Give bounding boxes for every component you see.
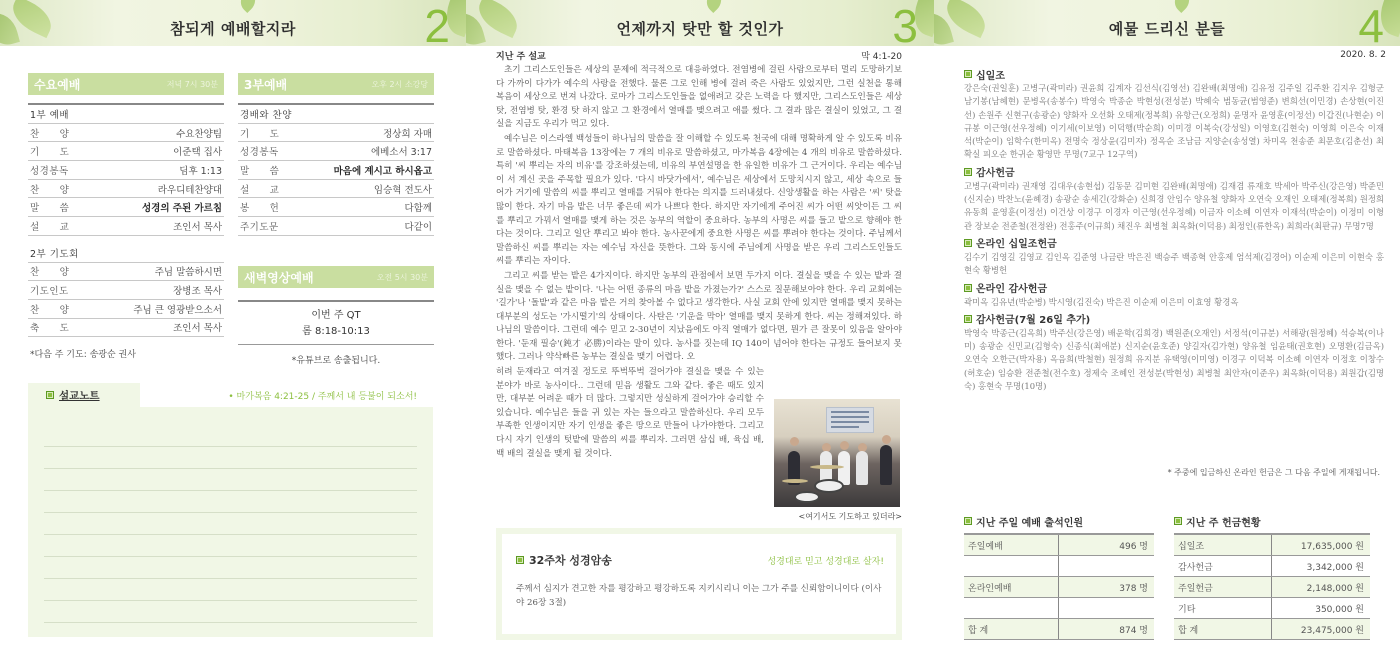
order-row: 찬 양 라우디테찬양대: [28, 180, 224, 199]
qt-label: 이번 주 QT: [311, 310, 361, 321]
sermon-paragraph: 그리고 씨를 받는 밭은 4가지이다. 하지만 농부의 관점에서 보면 두가지 이다. 결실을 맺을 수 있는 밭과 결실을 맺을 수 없는 밭이다. '나는 어떤 종류의 마음 밭을 가졌는가?' 스스로 질문해보아야 한다. 우리 교회에는 '길가'나 '돌밭'과 같은 마음 밭은 거의 찾아볼 수 없다고 생각한다. 사실 교회 안에 있지만 열매를 맺지 못하는 대부분의 성도는 '가시떨기'의 상태이다. 사탄은 '기운을 막아' 열매를 맺지 못하게 한다. 씨는 정해져있다. 하나님의 말씀이다. 그런데 예수 믿고 2-30년이 지났음에도 아직 열매가 없다면, 뭔가 큰 잘못이 있음을 알아야 한다. '둔재 필승'(鈍才 必勝)이라는 말이 있다. 농사를 짓는데 IQ 140이 넘어야 한다는 규정도 들어보지 못했다. 그러나 약삭빠른 농부는 결실을 맺기 어렵다. 오: [496, 270, 902, 363]
green-square-bullet-icon: [1174, 517, 1182, 525]
wednesday-service: [28, 73, 224, 360]
leaf-banner: [934, 0, 1400, 46]
order-row: 주기도문 다같이: [238, 217, 434, 236]
sermon-paragraph: 히려 둔재라고 여겨질 정도로 뚜벅뚜벅 걸어가야 결실을 맺을 수 있는 분야가 바로 농사이다.. 그런데 믿음 생활도 그와 같다. 좋은 때도 있지만, 대부분 어려운 때가 더 많다. 그렇지만 성실하게 걸어가야 승리할 수 있습니다. 예수님은 들을 귀 있는 자는 들으라고 말씀하신다. 우리 모두 부족한 인생이지만 자기 인생을 좋은 땅으로 만들어 나가야한다. 그리고 다시 자기 인생의 텃밭에 말씀의 씨를 뿌리자. 그러면 삼십 배, 육십 배, 백 배의 결실을 맺게 될 것이다.: [496, 367, 764, 459]
scripture-reference: 막 4:1-20: [861, 52, 902, 62]
service-time: 오후 2시 소강당: [371, 79, 428, 89]
green-square-bullet-icon: [964, 284, 972, 292]
green-square-bullet-icon: [964, 239, 972, 247]
offering-total-row: 십일조 17,635,000 원: [1174, 535, 1370, 556]
photo-caption: <여기서도 기도하고 있더라>: [798, 512, 902, 521]
section-heading: 2부 기도회: [28, 244, 224, 263]
green-square-bullet-icon: [516, 556, 524, 564]
order-table: [28, 103, 224, 337]
leaf-banner: [466, 0, 934, 46]
attendance-row: 주일예배 496 명: [964, 535, 1154, 556]
page-worship-order: [0, 0, 466, 660]
service-name: 새벽영상예배: [244, 270, 314, 285]
section-title: 온라인 감사헌금: [976, 284, 1048, 296]
attendance-total-row: 합 계 874 명: [964, 619, 1154, 640]
donor-names: 김수기 김영길 김영교 김인옥 김준영 나금란 박은진 백승주 백종혁 안홍제 엄석제(김경어) 이순제 이은미 이현숙 홍현숙 황병헌: [964, 251, 1384, 276]
service-name: 수요예배: [34, 77, 81, 92]
sermon-paragraph: 초기 그리스도인들은 세상의 문제에 적극적으로 대응하였다. 전염병에 걸린 사람으로부터 멀리 도망하기보다 가까이 다가가 예수의 사랑을 전했다. 물론 그로 인해 병에 걸려 죽은 사람도 있었지만, 그런 실천을 통해 복음이 세상으로 번져 나갔다. 로마가 그리스도인들을 없애려고 갖은 노력을 다 했지만, 그리스도인들은 세상 탓, 전염병 탓, 환경 탓 하지 않고 그 환경에서 열매를 맺으려고 애를 썼다. 그 결과 많은 결실이 있었고, 그 결실을 지금도 우리가 먹고 있다.: [496, 65, 902, 130]
order-row: 기도인도 장병조 목사: [28, 281, 224, 300]
memory-verse-text: 주께서 심지가 견고한 자를 평강하고 평강하도록 지키시리니 이는 그가 주를 신뢰함이니이다 (이사야 26장 3절): [516, 584, 882, 608]
qt-range: 롬 8:18-10:13: [302, 326, 370, 337]
offering-list: [964, 66, 1384, 395]
offering-section: [964, 280, 1384, 309]
sermon-notes-title: 설교노트: [59, 389, 100, 402]
dawn-service: [238, 266, 434, 366]
sermon-meta: [496, 49, 902, 62]
order-row: 봉 헌 다함께: [238, 198, 434, 217]
order-row: 기 도 정상희 자매: [238, 124, 434, 143]
attendance-row: [964, 598, 1154, 619]
memory-slogan: 성경대로 믿고 성경대로 살자!: [767, 556, 884, 567]
attendance-table: [964, 513, 1154, 640]
page-title: 예물 드리신 분들: [1108, 20, 1226, 38]
green-square-bullet-icon: [964, 315, 972, 323]
worship-band-photo: [774, 399, 900, 507]
page-number: 2: [424, 0, 450, 46]
leaf-icon: [236, 0, 260, 13]
order-table: [238, 103, 434, 236]
order-row: 기 도 이준택 집사: [28, 142, 224, 161]
green-square-bullet-icon: [964, 70, 972, 78]
page-title: 참되게 예배할지라: [170, 20, 296, 38]
page-offerings: [934, 0, 1400, 660]
section-title: 십일조: [976, 70, 1005, 82]
section-heading: 경배와 찬양: [238, 105, 434, 124]
service-time: 저녁 7시 30분: [166, 79, 218, 89]
qt-box: [238, 300, 434, 345]
projector-screen: [826, 407, 874, 433]
order-row: 찬 양 수요찬양팀: [28, 124, 224, 143]
offering-section: [964, 235, 1384, 278]
service-header: [238, 73, 434, 95]
green-square-bullet-icon: [964, 168, 972, 176]
offering-total-row: 주일헌금 2,148,000 원: [1174, 577, 1370, 598]
sermon-notes-header: [28, 383, 433, 407]
bulletin-date: 2020. 8. 2: [1340, 50, 1386, 60]
offering-section: [964, 66, 1384, 162]
section-title: 감사헌금: [976, 168, 1015, 180]
order-row: 축 도 조인서 목사: [28, 319, 224, 338]
page-number: 3: [892, 0, 918, 46]
sermon-notes-box[interactable]: [28, 385, 433, 637]
third-service: [238, 73, 434, 236]
section-heading: 1부 예배: [28, 105, 224, 124]
sermon-notes-reference: • 마가복음 4:21-25 / 주께서 내 등불이 되소서!: [228, 391, 417, 402]
donor-names: 곽미옥 김유년(박순병) 박시영(김진숙) 박은진 이순제 이은미 이효영 황경옥: [964, 296, 1239, 307]
offering-grand-total-row: 합 계 23,475,000 원: [1174, 619, 1370, 640]
green-square-bullet-icon: [46, 391, 54, 399]
attendance-row: [964, 556, 1154, 577]
sermon-paragraph: 예수님은 이스라엘 백성들이 하나님의 말씀을 잘 이해할 수 있도록 천국에 대해 명확하게 알 수 있도록 비유로 말씀하셨다. 마태복음 13장에는 7 개의 비유로 말씀하셨고, 마가복음 4장에는 4 개의 비유로 말씀하셨다. 특히 '씨 뿌리는 자의 비유'를 강조하셨는데, 비유의 부연설명을 한 유일한 비유가 그 근거이다. 우리는 예수님이 서 계신 곳을 주목할 필요가 있다. '다시 바닷가에서', 예수님은 세상에서 도망치시지 않고, 세상 속으로 들어가 거기에 말씀의 씨를 뿌리고 열매를 거둬야 한다는 의지를 드러내셨다. 신앙생활을 하는 사람은 '씨' 탓을 많이 한다. 자기 마음 밭은 너무 좋은데 씨가 나쁘다 한다. 하지만 자기에게 주어진 씨가 어떤 씨앗이든 그 씨를 뿌리고 가꿔서 열매를 맺게 하는 것은 농부의 역할이 중요하다. 농부의 사명은 씨를 들고 밭으로 향해야 한다는 것이다. 그리고 일단 뿌리고 봐야 한다. 농사꾼에게 중요한 사명은 씨를 뿌려야 한다는 것이다. 주님께서 말씀하신 씨를 뿌리는 자는 예수님 자신을 뜻한다. 그와 동시에 주님에게 사명을 받은 우리 그리스도인들도 씨를 뿌리는 자이다.: [496, 133, 902, 267]
donor-names: 고병구(곽미라) 권재영 김대우(송현섭) 김동문 김미현 김완배(최명애) 김재겸 류재호 박세아 박주신(강은영) 박준민(신지순) 박찬노(윤혜경) 송광순 송세긴(강화순) 신희경 안임수 양유철 양화자 오연숙 오재인 오태제(정복희) 원정희 유동희 윤영훈(이정선) 이건상 이경구 이경자 이근영(선우정혜) 이금자 이소혜 이연자 이재석(박순이) 이정미 이형관 장보순 전준철(전정완) 전홍주(이규희) 채진우 최병철 최옥화(이덕용) 최정인(류한옥) 최희라(최판규) 무명7명: [964, 180, 1384, 231]
service-time: 오전 5시 30분: [376, 272, 428, 282]
offering-totals-table: [1174, 513, 1370, 640]
ruled-lines: [44, 425, 417, 623]
sermon-label: 지난 주 설교: [496, 52, 546, 62]
page-title: 언제까지 탓만 할 것인가: [616, 20, 784, 38]
order-row: 설 교 조인서 목사: [28, 217, 224, 236]
memory-verse-box: [496, 528, 902, 640]
offering-totals-title: 지난 주 헌금현황: [1186, 517, 1261, 529]
online-offering-note: * 주중에 입금하신 온라인 헌금은 그 다음 주일에 게재됩니다.: [1167, 468, 1380, 477]
section-title: 온라인 십일조헌금: [976, 239, 1057, 251]
order-row: 설 교 임승혁 전도사: [238, 180, 434, 199]
attendance-row: 온라인예배 378 명: [964, 577, 1154, 598]
service-header: [28, 73, 224, 95]
offering-section: [964, 311, 1384, 393]
order-row: 말 씀 마음에 계시고 하시옵고: [238, 161, 434, 180]
green-square-bullet-icon: [964, 517, 972, 525]
donor-names: 강은숙(권일훈) 고병구(곽미라) 권윤희 김계자 김선식(김영선) 김완배(최명애) 김유정 김주일 김주환 김지우 김형군 남기봉(남혜현) 문병옥(송봉수) 박영숙 박종순 박현성(전성분) 박혜숙 범동균(범영준) 변희선(이민경) 손상현(이진선) 손원주 신현구(송광순) 양화자 오선화 오태제(정복희) 유항근(오정희) 윤명자 윤영훈(이정선) 이갑진(나현순) 이규봉 이근영(선우정혜) 이기세(이보영) 이덕행(박순희) 이미경 이복숙(강성일) 이영호(김현숙) 이영희 이은숙 이재석(박순이) 임학수(한미옥) 전명숙 정상윤(김미자) 정옥순 조남금 지양순(송성열) 차미옥 천송준 최문호(김춘선) 최확실 피오순 한귀순 황영만 무명(7교구 12구역): [964, 83, 1384, 160]
offering-total-row: 감사헌금 3,342,000 원: [1174, 556, 1370, 577]
leaf-icon: [1170, 0, 1194, 13]
section-title: 감사헌금(7월 26일 추가): [976, 315, 1091, 327]
offering-total-row: 기타 350,000 원: [1174, 598, 1370, 619]
service-header: [238, 266, 434, 288]
offering-section: [964, 164, 1384, 233]
order-row: 찬 양 주님 말씀하시면: [28, 263, 224, 282]
page-number: 4: [1358, 0, 1384, 46]
next-prayer-note: *다음 주 기도: 송광순 권사: [30, 350, 136, 361]
service-name: 3부예배: [244, 77, 288, 92]
leaf-banner: [0, 0, 466, 46]
memory-verse-title: 32주차 성경암송: [529, 554, 612, 567]
order-row: 성경봉독 딤후 1:13: [28, 161, 224, 180]
donor-names: 박영숙 박종근(김옥희) 박주신(강은영) 배운학(김희경) 백원준(오재인) 서정석(이규분) 서해광(원정혜) 석승복(이나미) 송광순 신민교(김형숙) 신종식(최애분) 신지순(윤호준) 양길자(김가현) 양유철 임윤태(권호현) 오명환(김금옥) 오연숙 오한근(박자용) 옥음희(박철현) 원정희 유지분 유택영(이미영) 이경구 이덕복 이소혜 이연자 이정호 이창수(허호순) 임승환 전준철(전수호) 정제숙 조혜인 전성분(박현성) 최병철 최안자(이준우) 최옥화(이덕용) 최원갑(김명숙) 홍현숙 무명(10명): [964, 327, 1384, 392]
leaf-icon: [702, 0, 726, 13]
order-row: 말 씀 성경의 주된 가르침: [28, 198, 224, 217]
page-sermon: [466, 0, 934, 660]
attendance-title: 지난 주일 예배 출석인원: [976, 517, 1084, 529]
order-row: 성경봉독 에베소서 3:17: [238, 142, 434, 161]
youtube-note: *유튜브로 송출됩니다.: [291, 356, 381, 366]
order-row: 찬 양 주님 큰 영광받으소서: [28, 300, 224, 319]
